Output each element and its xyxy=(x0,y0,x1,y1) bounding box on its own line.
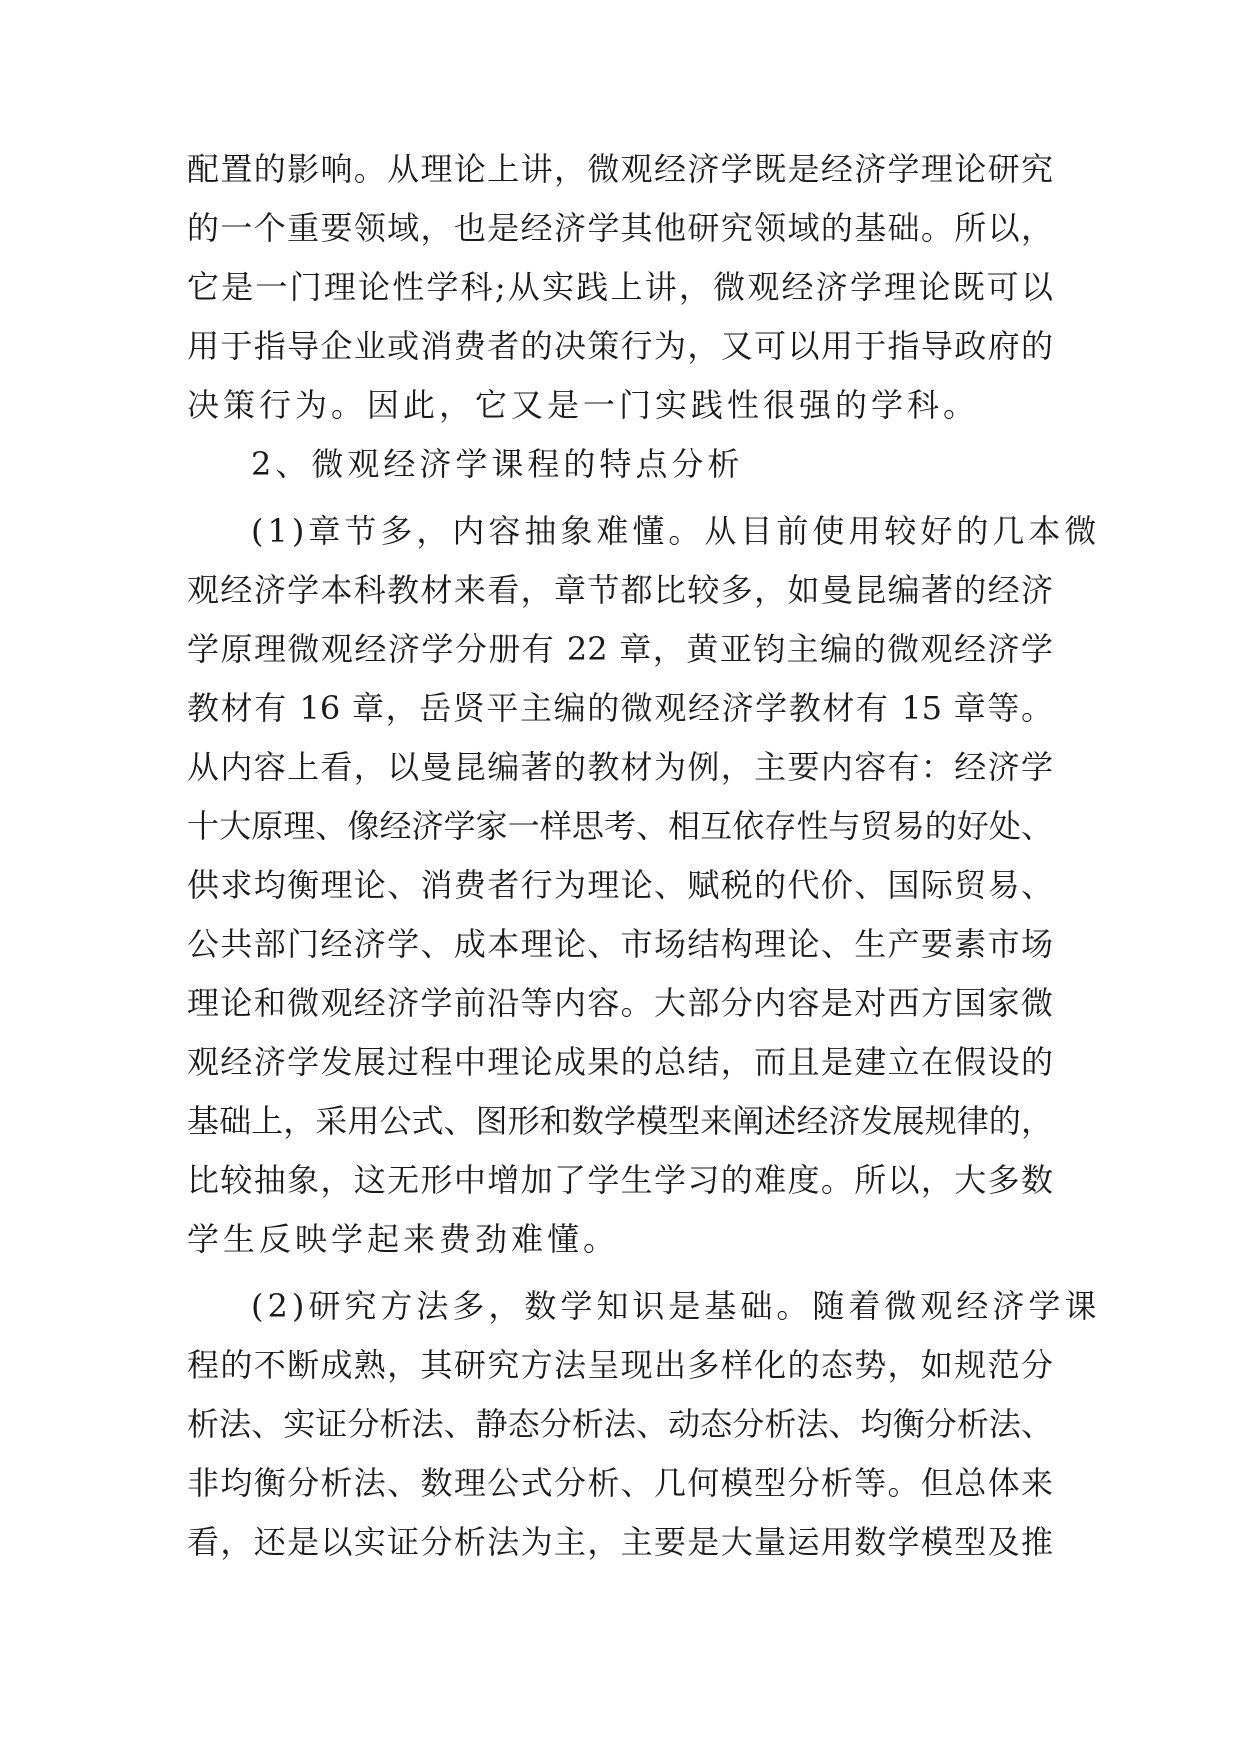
paragraph-line: 配置的影响。从理论上讲，微观经济学既是经济学理论研究 xyxy=(187,150,1053,188)
paragraph-line: 基础上，采用公式、图形和数学模型来阐述经济发展规律的， xyxy=(187,1102,1053,1140)
document-body xyxy=(187,140,1101,1572)
paragraph-line: 观经济学发展过程中理论成果的总结，而且是建立在假设的 xyxy=(187,1043,1053,1081)
paragraph-line: 理论和微观经济学前沿等内容。大部分内容是对西方国家微 xyxy=(187,984,1053,1022)
paragraph-line: 的一个重要领域，也是经济学其他研究领域的基础。所以， xyxy=(187,209,1053,247)
paragraph-line: 它是一门理论性学科;从实践上讲，微观经济学理论既可以 xyxy=(187,268,1053,306)
paragraph-line: 析法、实证分析法、静态分析法、动态分析法、均衡分析法、 xyxy=(187,1405,1053,1443)
paragraph-3 xyxy=(187,1277,1101,1572)
paragraph-line: 比较抽象，这无形中增加了学生学习的难度。所以，大多数 xyxy=(187,1161,1053,1199)
paragraph-line: 学原理微观经济学分册有 22 章，黄亚钧主编的微观经济学 xyxy=(187,630,1053,668)
section-heading: 2、微观经济学课程的特点分析 xyxy=(251,445,744,483)
paragraph-line: (1)章节多，内容抽象难懂。从目前使用较好的几本微 xyxy=(251,512,1101,550)
paragraph-line: 教材有 16 章，岳贤平主编的微观经济学教材有 15 章等。 xyxy=(187,689,1053,727)
paragraph-line: 用于指导企业或消费者的决策行为，又可以用于指导政府的 xyxy=(187,327,1053,365)
paragraph-1 xyxy=(187,140,1053,435)
paragraph-line: 供求均衡理论、消费者行为理论、赋税的代价、国际贸易、 xyxy=(187,866,1053,904)
paragraph-line: 十大原理、像经济学家一样思考、相互依存性与贸易的好处、 xyxy=(187,807,1053,845)
paragraph-line: 看，还是以实证分析法为主，主要是大量运用数学模型及推 xyxy=(187,1523,1053,1561)
paragraph-line: 观经济学本科教材来看，章节都比较多，如曼昆编著的经济 xyxy=(187,571,1053,609)
paragraph-line: 学生反映学起来费劲难懂。 xyxy=(187,1220,620,1258)
paragraph-line: 公共部门经济学、成本理论、市场结构理论、生产要素市场 xyxy=(187,925,1053,963)
paragraph-line: 程的不断成熟，其研究方法呈现出多样化的态势，如规范分 xyxy=(187,1346,1053,1384)
paragraph-line: 非均衡分析法、数理公式分析、几何模型分析等。但总体来 xyxy=(187,1464,1053,1502)
paragraph-line: (2)研究方法多，数学知识是基础。随着微观经济学课 xyxy=(251,1287,1101,1325)
paragraph-2 xyxy=(187,502,1101,1269)
paragraph-line: 决策行为。因此，它又是一门实践性很强的学科。 xyxy=(187,386,980,424)
paragraph-line: 从内容上看，以曼昆编著的教材为例，主要内容有：经济学 xyxy=(187,748,1053,786)
